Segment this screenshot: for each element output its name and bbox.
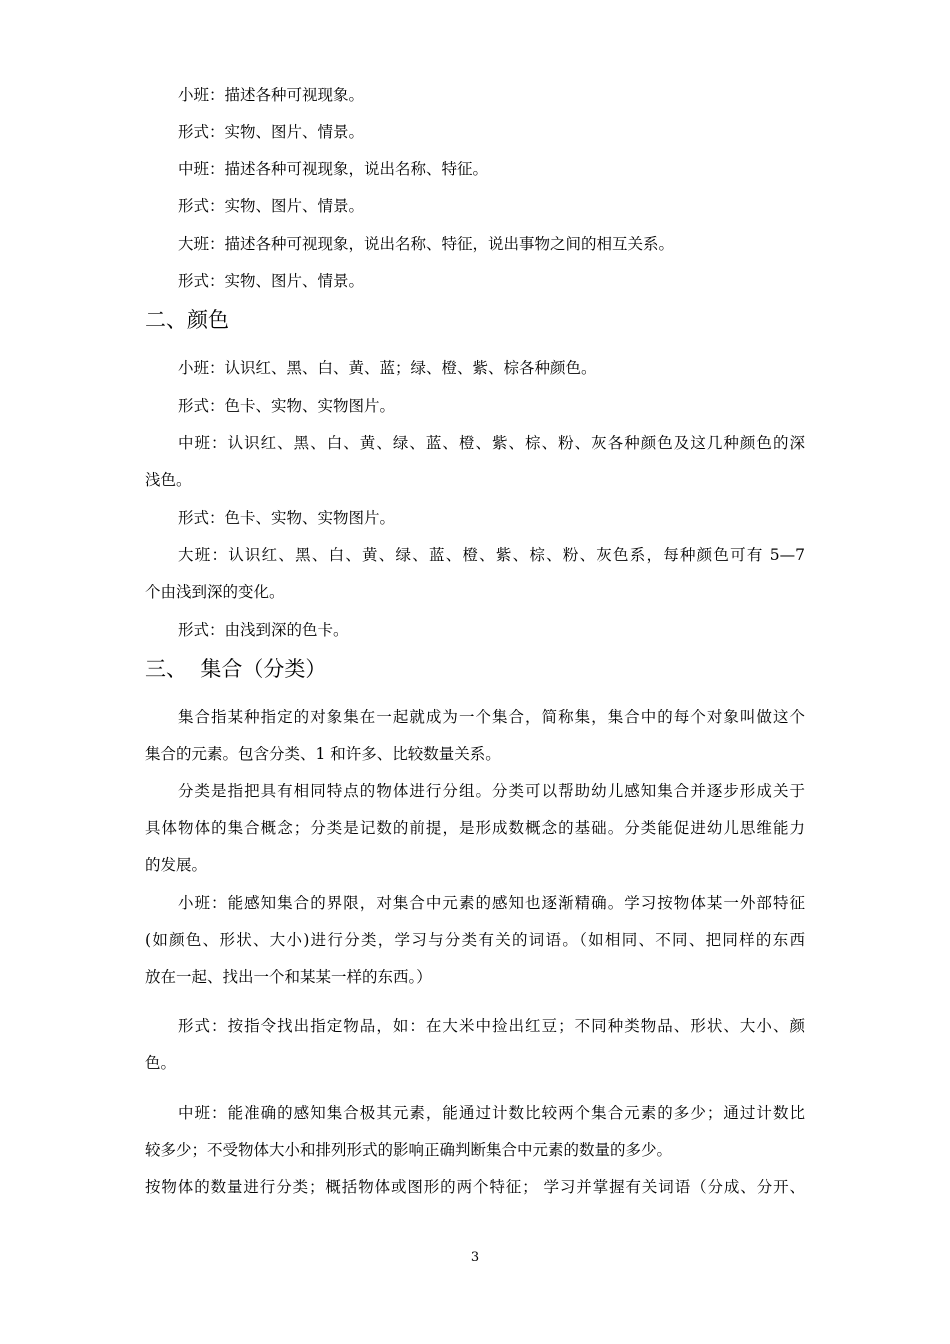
paragraph-line: 按物体的数量进行分类；概括物体或图形的两个特征； 学习并掌握有关词语（分成、分开、 [145,1178,805,1196]
paragraph-line: (如颜色、形状、大小)进行分类，学习与分类有关的词语。（如相同、不同、把同样的东西 [145,931,805,949]
paragraph-line: 分类是指把具有相同特点的物体进行分组。分类可以帮助幼儿感知集合并逐步形成关于 [178,782,805,800]
page-number: 3 [470,1250,480,1265]
paragraph-line: 较多少；不受物体大小和排列形式的影响正确判断集合中元素的数量的多少。 [145,1141,673,1159]
paragraph-line: 集合指某种指定的对象集在一起就成为一个集合，简称集，集合中的每个对象叫做这个 [178,708,805,726]
paragraph-line: 的发展。 [145,856,208,874]
paragraph-line: 小班：认识红、黑、白、黄、蓝；绿、橙、紫、棕各种颜色。 [178,359,597,377]
paragraph-line: 大班：认识红、黑、白、黄、绿、蓝、橙、紫、棕、粉、灰色系，每种颜色可有 5—7 [178,546,805,564]
paragraph-line: 形式：实物、图片、情景。 [178,123,365,141]
paragraph-line: 大班：描述各种可视现象，说出名称、特征，说出事物之间的相互关系。 [178,235,675,253]
paragraph-line: 形式：色卡、实物、实物图片。 [178,397,396,415]
paragraph-line: 小班：能感知集合的界限，对集合中元素的感知也逐渐精确。学习按物体某一外部特征 [178,894,805,912]
section-heading-color: 二、颜色 [145,308,229,332]
paragraph-line: 集合的元素。包含分类、1 和许多、比较数量关系。 [145,745,501,763]
paragraph-line: 形式：由浅到深的色卡。 [178,621,349,639]
paragraph-line: 色。 [145,1054,177,1072]
paragraph-line: 形式：实物、图片、情景。 [178,197,365,215]
paragraph-line: 形式：实物、图片、情景。 [178,272,365,290]
section-heading-set-classification: 三、 集合（分类） [145,657,327,681]
paragraph-line: 形式：按指令找出指定物品，如：在大米中捡出红豆；不同种类物品、形状、大小、颜 [178,1017,805,1035]
paragraph-line: 中班：认识红、黑、白、黄、绿、蓝、橙、紫、棕、粉、灰各种颜色及这几种颜色的深 [178,434,805,452]
paragraph-line: 中班：能准确的感知集合极其元素，能通过计数比较两个集合元素的多少；通过计数比 [178,1104,805,1122]
paragraph-line: 放在一起、找出一个和某某一样的东西。） [145,968,432,986]
paragraph-line: 形式：色卡、实物、实物图片。 [178,509,396,527]
paragraph-line: 小班：描述各种可视现象。 [178,86,365,104]
paragraph-line: 中班：描述各种可视现象，说出名称、特征。 [178,160,489,178]
paragraph-line: 具体物体的集合概念；分类是记数的前提，是形成数概念的基础。分类能促进幼儿思维能力 [145,819,805,837]
paragraph-line: 个由浅到深的变化。 [145,583,285,601]
paragraph-line: 浅色。 [145,471,192,489]
